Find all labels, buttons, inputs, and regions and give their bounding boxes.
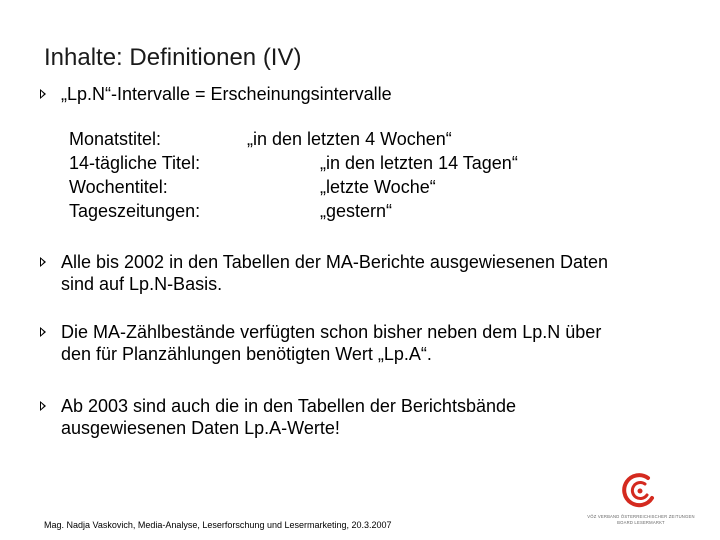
bullet-arrow-icon bbox=[40, 401, 46, 411]
bullet-text-continued: den für Planzählungen benötigten Wert „Lp.A“. bbox=[61, 344, 432, 364]
definition-value: „letzte Woche“ bbox=[320, 177, 436, 197]
definition-label: Monatstitel: bbox=[69, 129, 162, 149]
bullet-text-continued: sind auf Lp.N-Basis. bbox=[61, 274, 223, 294]
definition-value: „in den letzten 14 Tagen“ bbox=[320, 153, 518, 173]
bullet-arrow-icon bbox=[40, 89, 46, 99]
logo-text: VÖZ VERBAND ÖSTERREICHISCHER ZEITUNGEN bbox=[587, 514, 695, 519]
definition-value: „gestern“ bbox=[320, 201, 393, 221]
bullet-text: „Lp.N“-Intervalle = Erscheinungsintervalle bbox=[61, 84, 392, 104]
definition-value: „in den letzten 4 Wochen“ bbox=[247, 129, 452, 149]
logo-subtext: BOARD LESERMARKT bbox=[617, 520, 665, 525]
voez-logo-icon bbox=[618, 470, 662, 512]
definition-label: Wochentitel: bbox=[69, 177, 168, 197]
bullet-text: Die MA-Zählbestände verfügten schon bisher neben dem Lp.N über bbox=[61, 322, 602, 342]
bullet-arrow-icon bbox=[40, 257, 46, 267]
footer-text: Mag. Nadja Vaskovich, Media-Analyse, Leserforschung und Lesermarketing, 20.3.2007 bbox=[44, 520, 392, 530]
bullet-text: Ab 2003 sind auch die in den Tabellen der Berichtsbände bbox=[61, 396, 517, 416]
definition-label: 14-tägliche Titel: bbox=[69, 153, 201, 173]
bullet-text-continued: ausgewiesenen Daten Lp.A-Werte! bbox=[61, 418, 340, 438]
slide-title: Inhalte: Definitionen (IV) bbox=[44, 44, 302, 71]
voez-logo bbox=[566, 470, 716, 534]
bullet-arrow-icon bbox=[40, 327, 46, 337]
bullet-text: Alle bis 2002 in den Tabellen der MA-Berichte ausgewiesenen Daten bbox=[61, 252, 609, 272]
definition-label: Tageszeitungen: bbox=[69, 201, 201, 221]
